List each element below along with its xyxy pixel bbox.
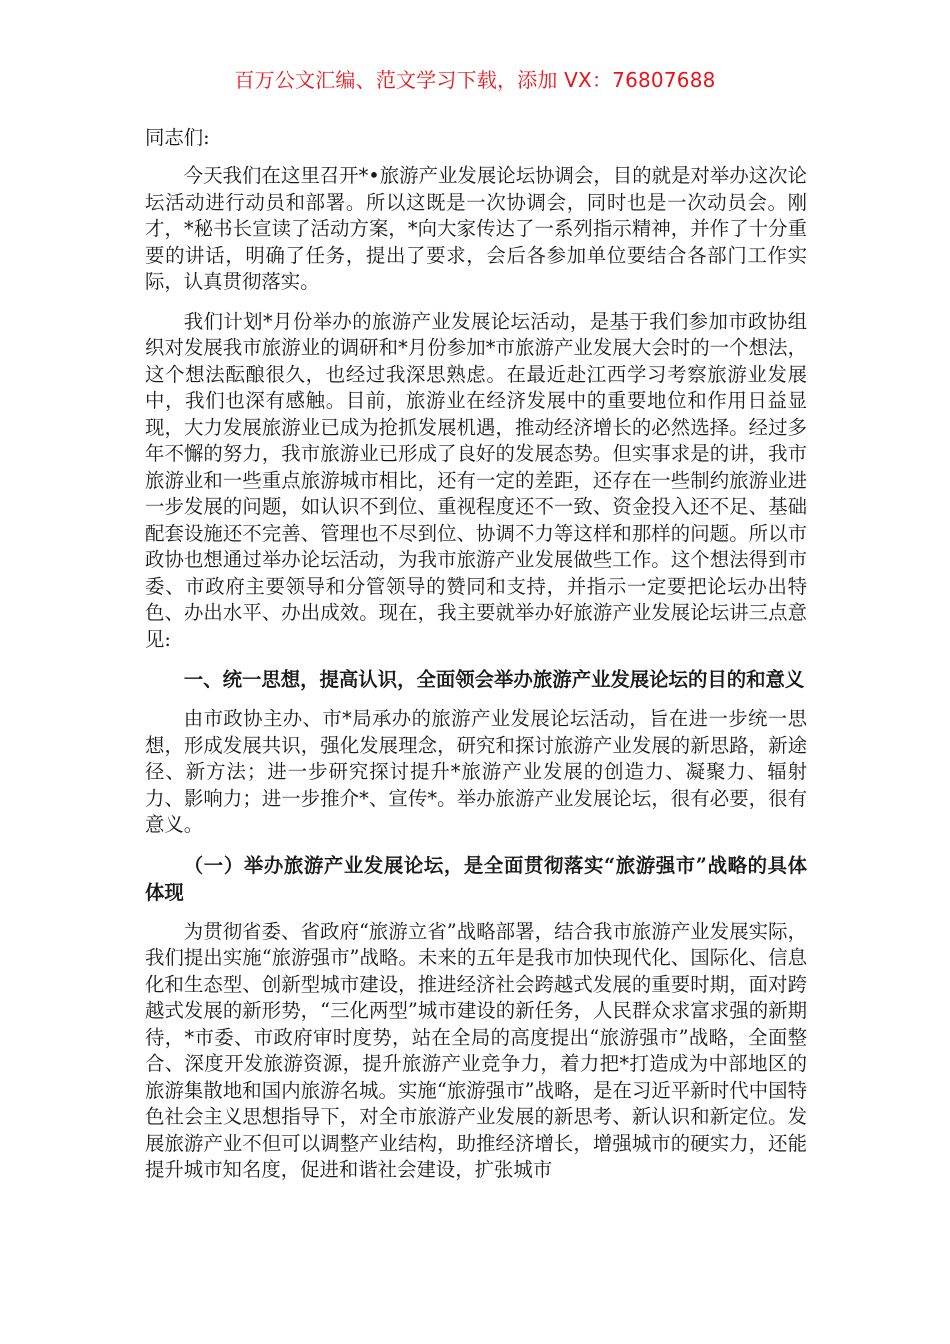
salutation: 同志们: <box>145 126 210 149</box>
document-body <box>145 124 807 1197</box>
paragraph-intro: 今天我们在这里召开*•旅游产业发展论坛协调会，目的就是对举办这次论坛活动进行动员和部署。所以这既是一次协调会，同时也是一次动员会。刚才，*秘书长宣读了活动方案，*向大家传达了一系列指示精神，并作了十分重要的讲话，明确了任务，提出了要求，会后各参加单位要结合各部门工作实际，认真贯彻落实。 <box>145 164 807 293</box>
paragraph-background: 我们计划*月份举办的旅游产业发展论坛活动，是基于我们参加市政协组织对发展我市旅游业的调研和*月份参加*市旅游产业发展大会时的一个想法，这个想法酝酿很久，也经过我深思熟虑。在最近赴江西学习考察旅游业发展中，我们也深有感触。目前，旅游业在经济发展中的重要地位和作用日益显现，大力发展旅游业已成为抢抓发展机遇，推动经济增长的必然选择。经过多年不懈的努力，我市旅游业已形成了良好的发展态势。但实事求是的讲，我市旅游业和一些重点旅游城市相比，还有一定的差距，还存在一些制约旅游业进一步发展的问题，如认识不到位、重视程度还不一致、资金投入还不足、基础配套设施还不完善、管理也不尽到位、协调不力等这样和那样的问题。所以市政协也想通过举办论坛活动，为我市旅游产业发展做些工作。这个想法得到市委、市政府主要领导和分管领导的赞同和支持，并指示一定要把论坛办出特色、办出水平、办出成效。现在，我主要就举办好旅游产业发展论坛讲三点意见: <box>145 309 807 651</box>
section-heading-1: 一、统一思想，提高认识，全面领会举办旅游产业发展论坛的目的和意义 <box>183 668 805 691</box>
subsection-heading-1: （一）举办旅游产业发展论坛，是全面贯彻落实“旅游强市”战略的具体体现 <box>145 853 807 904</box>
paragraph-strategy: 为贯彻省委、省政府“旅游立省”战略部署，结合我市旅游产业发展实际，我们提出实施“旅游强市”战略。未来的五年是我市加快现代化、国际化、信息化和生态型、创新型城市建设，推进经济社会跨越式发展的重要时期，面对跨越式发展的新形势，“三化两型”城市建设的新任务，人民群众求富求强的新期待，*市委、市政府审时度势，站在全局的高度提出“旅游强市”战略，全面整合、深度开发旅游资源，提升旅游产业竞争力，着力把*打造成为中部地区的旅游集散地和国内旅游名城。实施“旅游强市”战略，是在习近平新时代中国特色社会主义思想指导下，对全市旅游产业发展的新思考、新认识和新定位。发展旅游产业不但可以调整产业结构，助推经济增长，增强城市的硬实力，还能提升城市知名度，促进和谐社会建设，扩张城市 <box>145 919 807 1181</box>
header-banner: 百万公文汇编、范文学习下载，添加 VX：76807688 <box>234 68 716 92</box>
paragraph-purpose: 由市政协主办、市*局承办的旅游产业发展论坛活动，旨在进一步统一思想，形成发展共识，强化发展理念，研究和探讨旅游产业发展的新思路，新途径、新方法；进一步研究探讨提升*旅游产业发展的创造力、凝聚力、辐射力、影响力；进一步推介*、宣传*。举办旅游产业发展论坛，很有必要，很有意义。 <box>145 707 807 836</box>
